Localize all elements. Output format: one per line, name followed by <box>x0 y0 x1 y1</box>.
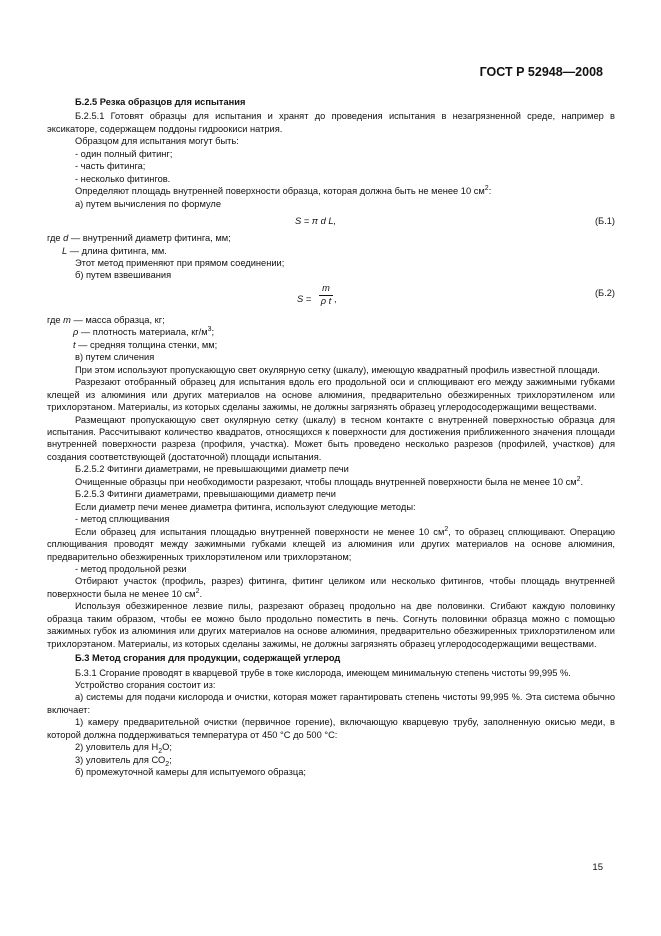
formula-b2-fraction <box>319 283 333 307</box>
definition-t: t — средняя толщина стенки, мм; <box>73 339 218 350</box>
paragraph-longcut: Отбирают участок (профиль, разрез) фитинга, фитинг целиком или несколько фитингов, чтобы площадь внутренней поверхности была не менее 10 $см^2$. <box>47 576 615 599</box>
definition-d: где d — внутренний диаметр фитинга, мм; <box>47 233 231 244</box>
section-heading-b25: Б.2.5 Резка образцов для испытания <box>75 97 246 107</box>
formula-b2: S = $\frac{m}{\text{ρ t}}$ , (Б.2) <box>297 282 615 306</box>
formula-b1-expression: S = π d L, <box>295 216 337 227</box>
paragraph-item-2: 2) уловитель для $Н_2О$; <box>75 742 172 756</box>
formula-b2-denominator: ρ t <box>320 295 332 306</box>
paragraph-cut: Разрезают отобранный образец для испытания вдоль его продольной оси и сплющивают его между зажимными губками клещей из алюминия или других материалов на основе алюминия, предварительно обезжиренных трихлорэтиленом или трихлорэтаном. Материалы, из которых сделаны зажимы, не должны загрязнять образец углеродосодержащими веществами. <box>47 377 615 413</box>
formula-b1 <box>47 210 615 232</box>
list-item-flatten: - метод сплющивания <box>75 514 170 525</box>
formula-b2-lhs: S = <box>297 293 312 304</box>
paragraph-b31: Б.3.1 Сгорание проводят в кварцевой трубе в токе кислорода, имеющем минимальную степень чистоты 99,995 %. <box>75 667 571 678</box>
list-item: - один полный фитинг; <box>75 148 173 159</box>
paragraph-sample-intro: Образцом для испытания могут быть: <box>75 136 239 147</box>
method-b: б) путем взвешивания <box>75 270 172 281</box>
paragraph-direct: Этот метод применяют при прямом соединении; <box>75 257 285 268</box>
paragraph-b251: Б.2.5.1 Готовят образцы для испытания и хранят до проведения испытания в незагрязненной среде, например в эксикаторе, содержащем поддоны гидроокиси натрия. <box>47 111 615 134</box>
definition-rho: ρ — плотность материала, $кг/м^3$; <box>73 326 215 338</box>
formula-b1-number: (Б.1) <box>594 216 615 227</box>
page-content <box>47 94 615 779</box>
paragraph-item-b: б) промежуточной камеры для испытуемого образца; <box>75 767 306 778</box>
formula-b2-numerator: m <box>319 283 333 296</box>
paragraph-flatten: Если образец для испытания площадью внутренней поверхности не менее 10 $см^2$, то образец сплющивают. Операцию сплющивания проводят между зажимными губками клещей из алюминия или других материалов на основе алюминия, предварительно обезжиренных трихлорэтиленом или трихлорэтаном; <box>47 525 615 562</box>
method-c: в) путем сличения <box>75 352 155 363</box>
paragraph-item-1: 1) камеру предварительной очистки (первичное горение), включающую кварцевую трубу, заполненную окисью меди, в которой должна поддерживаться температура от 450 °С до 500 °С: <box>47 717 615 740</box>
section-heading-b3: Б.3 Метод сгорания для продукции, содержащей углерод <box>75 653 341 664</box>
paragraph-device: Устройство сгорания состоит из: <box>75 680 216 691</box>
paragraph-b253: Б.2.5.3 Фитинги диаметрами, превышающими диаметр печи <box>75 489 336 500</box>
paragraph-grid: При этом используют пропускающую свет окулярную сетку (шкалу), имеющую квадратный профиль известной площади. <box>75 364 600 375</box>
list-item: - часть фитинга; <box>75 161 146 172</box>
method-a: а) путем вычисления по формуле <box>75 198 221 209</box>
paragraph-area: Определяют площадь внутренней поверхности образца, которая должна быть не менее 10 $см^2$: <box>75 185 492 197</box>
list-item: - несколько фитингов. <box>75 173 171 184</box>
list-item-longcut: - метод продольной резки <box>75 563 187 574</box>
paragraph-if-diam: Если диаметр печи менее диаметра фитинга, используют следующие методы: <box>75 501 416 512</box>
document-code: ГОСТ Р 52948—2008 <box>479 65 603 79</box>
definition-m: где m — масса образца, кг; <box>47 314 165 325</box>
paragraph-place: Размещают пропускающую свет окулярную сетку (шкалу) в тесном контакте с внутренней поверхностью образца для испытания. Рассчитывают количество квадратов, относящихся к поверхности для достижения приближенного значения площади внутренней поверхности разреза (профиля, участка). Может быть проведено несколько разрезов (профилей, участков) для создания соответствующей (достаточной) площади испытания. <box>47 414 615 462</box>
paragraph-system: а) системы для подачи кислорода и очистки, которая может гарантировать степень чистоты 99,995 %. Эта система обычно включает: <box>47 692 615 715</box>
paragraph-b252: Б.2.5.2 Фитинги диаметрами, не превышающими диаметр печи <box>75 464 349 475</box>
definition-L: L — длина фитинга, мм. <box>62 245 167 256</box>
paragraph-saw: Используя обезжиренное лезвие пилы, разрезают образец продольно на две половинки. Сгибают каждую половинку образца таким образом, чтобы ее можно было продольно поместить в печь. Согнуть половинки образца можно с помощью зажимных губок из алюминия или других материалов на основе алюминия, предварительно обезжиренных трихлорэтиленом или трихлорэтаном. Материалы, из которых сделаны зажимы, не должны загрязнять образец углеродосодержащими веществами. <box>47 601 615 649</box>
formula-b2-number: (Б.2) <box>594 287 615 298</box>
paragraph-item-3: 3) уловитель для $СО_2$; <box>75 754 172 768</box>
paragraph-clean: Очищенные образцы при необходимости разрезают, чтобы площадь внутренней поверхности была не менее 10 $см^2$. <box>75 475 584 487</box>
page-number: 15 <box>592 862 603 873</box>
